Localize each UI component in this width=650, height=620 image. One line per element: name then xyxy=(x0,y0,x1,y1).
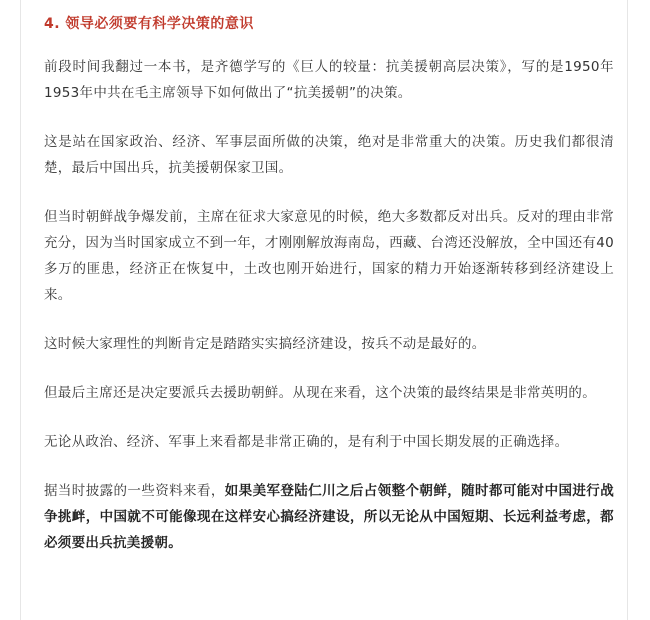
conclusion-bold-text: 如果美军登陆仁川之后占领整个朝鲜，随时都可能对中国进行战争挑衅，中国就不可能像现在这样安心搞经济建设，所以无论从中国短期、长远利益考虑，都必须要出兵抗美援朝。 xyxy=(44,483,614,551)
section-heading: 4. 领导必须要有科学决策的意识 xyxy=(44,16,254,32)
article-frame xyxy=(20,0,628,620)
article-content xyxy=(44,12,614,579)
paragraph-rational-judgment: 这时候大家理性的判断肯定是踏踏实实搞经济建设，按兵不动是最好的。 xyxy=(44,336,486,352)
conclusion-plain-text: 据当时披露的一些资料来看， xyxy=(44,483,225,499)
paragraph-book-intro: 前段时间我翻过一本书，是齐德学写的《巨人的较量：抗美援朝高层决策》，写的是1950年1953年中共在毛主席领导下如何做出了“抗美援朝”的决策。 xyxy=(44,59,614,101)
paragraph-decision-level: 这是站在国家政治、经济、军事层面所做的决策，绝对是非常重大的决策。历史我们都很清楚，最后中国出兵，抗美援朝保家卫国。 xyxy=(44,134,614,176)
paragraph-conclusion xyxy=(44,478,614,556)
paragraph-correct-choice: 无论从政治、经济、军事上来看都是非常正确的，是有利于中国长期发展的正确选择。 xyxy=(44,434,569,450)
paragraph-chairman-decision: 但最后主席还是决定要派兵去援助朝鲜。从现在来看，这个决策的最终结果是非常英明的。 xyxy=(44,385,596,401)
paragraph-opposition-reasons: 但当时朝鲜战争爆发前，主席在征求大家意见的时候，绝大多数都反对出兵。反对的理由非常充分，因为当时国家成立不到一年，才刚刚解放海南岛，西藏、台湾还没解放，全中国还有40多万的匪患，经济正在恢复中，土改也刚开始进行，国家的精力开始逐渐转移到经济建设上来。 xyxy=(44,209,614,303)
